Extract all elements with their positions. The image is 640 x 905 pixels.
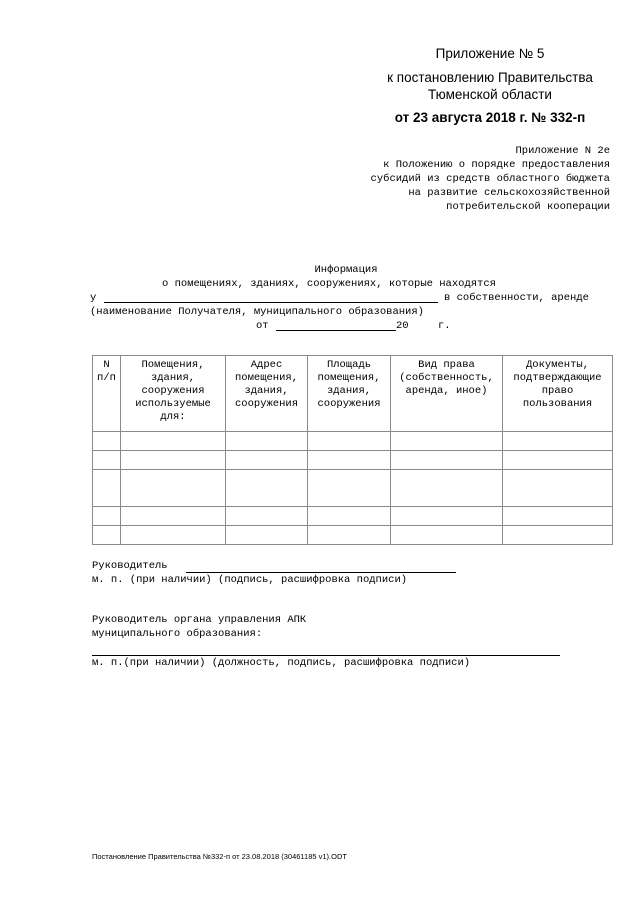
region-name: Тюменской области bbox=[428, 87, 552, 102]
annex-line: к Положению о порядке предоставления bbox=[383, 159, 610, 171]
table-row bbox=[93, 526, 613, 545]
table-cell[interactable] bbox=[226, 432, 308, 451]
resolution-ref: к постановлению Правительства bbox=[387, 70, 593, 85]
head-signature-hint: м. п. (при наличии) (подпись, расшифровка подписи) bbox=[92, 574, 408, 586]
table-cell[interactable] bbox=[503, 451, 613, 470]
recipient-field[interactable] bbox=[104, 302, 438, 303]
annex-line: на развитие сельскохозяйственной bbox=[408, 187, 610, 199]
table-cell[interactable] bbox=[503, 526, 613, 545]
table-cell[interactable] bbox=[121, 470, 226, 507]
table-cell[interactable] bbox=[503, 432, 613, 451]
table-cell[interactable] bbox=[226, 451, 308, 470]
apk-head-label: Руководитель органа управления АПК bbox=[92, 614, 307, 626]
date-g: г. bbox=[438, 320, 451, 332]
ownership-text: в собственности, аренде bbox=[444, 292, 589, 304]
resolution-date: от 23 августа 2018 г. № 332-п bbox=[394, 110, 586, 125]
table-cell[interactable] bbox=[391, 507, 503, 526]
table-cell[interactable] bbox=[503, 470, 613, 507]
document-title: Информация bbox=[314, 264, 378, 276]
table-cell[interactable] bbox=[391, 526, 503, 545]
col-header-address: Адрес помещения, здания, сооружения bbox=[226, 356, 308, 432]
appendix-number: Приложение № 5 bbox=[435, 46, 545, 61]
table-cell[interactable] bbox=[121, 451, 226, 470]
col-header-right-type: Вид права (собственность, аренда, иное) bbox=[391, 356, 503, 432]
table-cell[interactable] bbox=[93, 507, 121, 526]
table-cell[interactable] bbox=[121, 432, 226, 451]
table-cell[interactable] bbox=[121, 507, 226, 526]
col-header-area: Площадь помещения, здания, сооружения bbox=[308, 356, 391, 432]
table-cell[interactable] bbox=[391, 432, 503, 451]
table-row bbox=[93, 470, 613, 507]
table-cell[interactable] bbox=[93, 526, 121, 545]
col-header-premises: Помещения, здания, сооружения используемые для: bbox=[121, 356, 226, 432]
table-cell[interactable] bbox=[93, 470, 121, 507]
table-cell[interactable] bbox=[308, 526, 391, 545]
col-header-documents: Документы, подтверждающие право пользования bbox=[503, 356, 613, 432]
document-subtitle: о помещениях, зданиях, сооружениях, которые находятся bbox=[162, 278, 496, 290]
annex-line: потребительской кооперации bbox=[446, 201, 610, 213]
annex-line: субсидий из средств областного бюджета bbox=[370, 173, 610, 185]
table-cell[interactable] bbox=[308, 432, 391, 451]
table-cell[interactable] bbox=[308, 507, 391, 526]
table-cell[interactable] bbox=[226, 526, 308, 545]
table-row bbox=[93, 451, 613, 470]
recipient-hint: (наименование Получателя, муниципального образования) bbox=[90, 306, 424, 318]
footer-doc-ref: Постановление Правительства №332-п от 23.08.2018 (30461185 v1).ODT bbox=[92, 852, 347, 861]
table-cell[interactable] bbox=[226, 470, 308, 507]
table-row bbox=[93, 507, 613, 526]
premises-table bbox=[92, 355, 613, 545]
table-cell[interactable] bbox=[308, 470, 391, 507]
head-signature-label: Руководитель bbox=[92, 560, 168, 572]
annex-block bbox=[290, 144, 610, 214]
table-cell[interactable] bbox=[121, 526, 226, 545]
table-cell[interactable] bbox=[391, 470, 503, 507]
table-cell[interactable] bbox=[226, 507, 308, 526]
col-header-number: N п/п bbox=[93, 356, 121, 432]
table-cell[interactable] bbox=[93, 451, 121, 470]
table-cell[interactable] bbox=[308, 451, 391, 470]
date-year: 20 bbox=[396, 320, 409, 332]
apk-municipality-label: муниципального образования: bbox=[92, 628, 263, 640]
table-row bbox=[93, 432, 613, 451]
date-field[interactable] bbox=[276, 330, 396, 331]
recipient-prefix: у bbox=[90, 292, 97, 304]
table-header-row bbox=[93, 356, 613, 432]
table-cell[interactable] bbox=[391, 451, 503, 470]
annex-line: Приложение N 2е bbox=[515, 145, 610, 157]
table-cell[interactable] bbox=[93, 432, 121, 451]
table-cell[interactable] bbox=[503, 507, 613, 526]
date-from-label: от bbox=[256, 320, 269, 332]
apk-signature-hint: м. п.(при наличии) (должность, подпись, расшифровка подписи) bbox=[92, 657, 471, 669]
